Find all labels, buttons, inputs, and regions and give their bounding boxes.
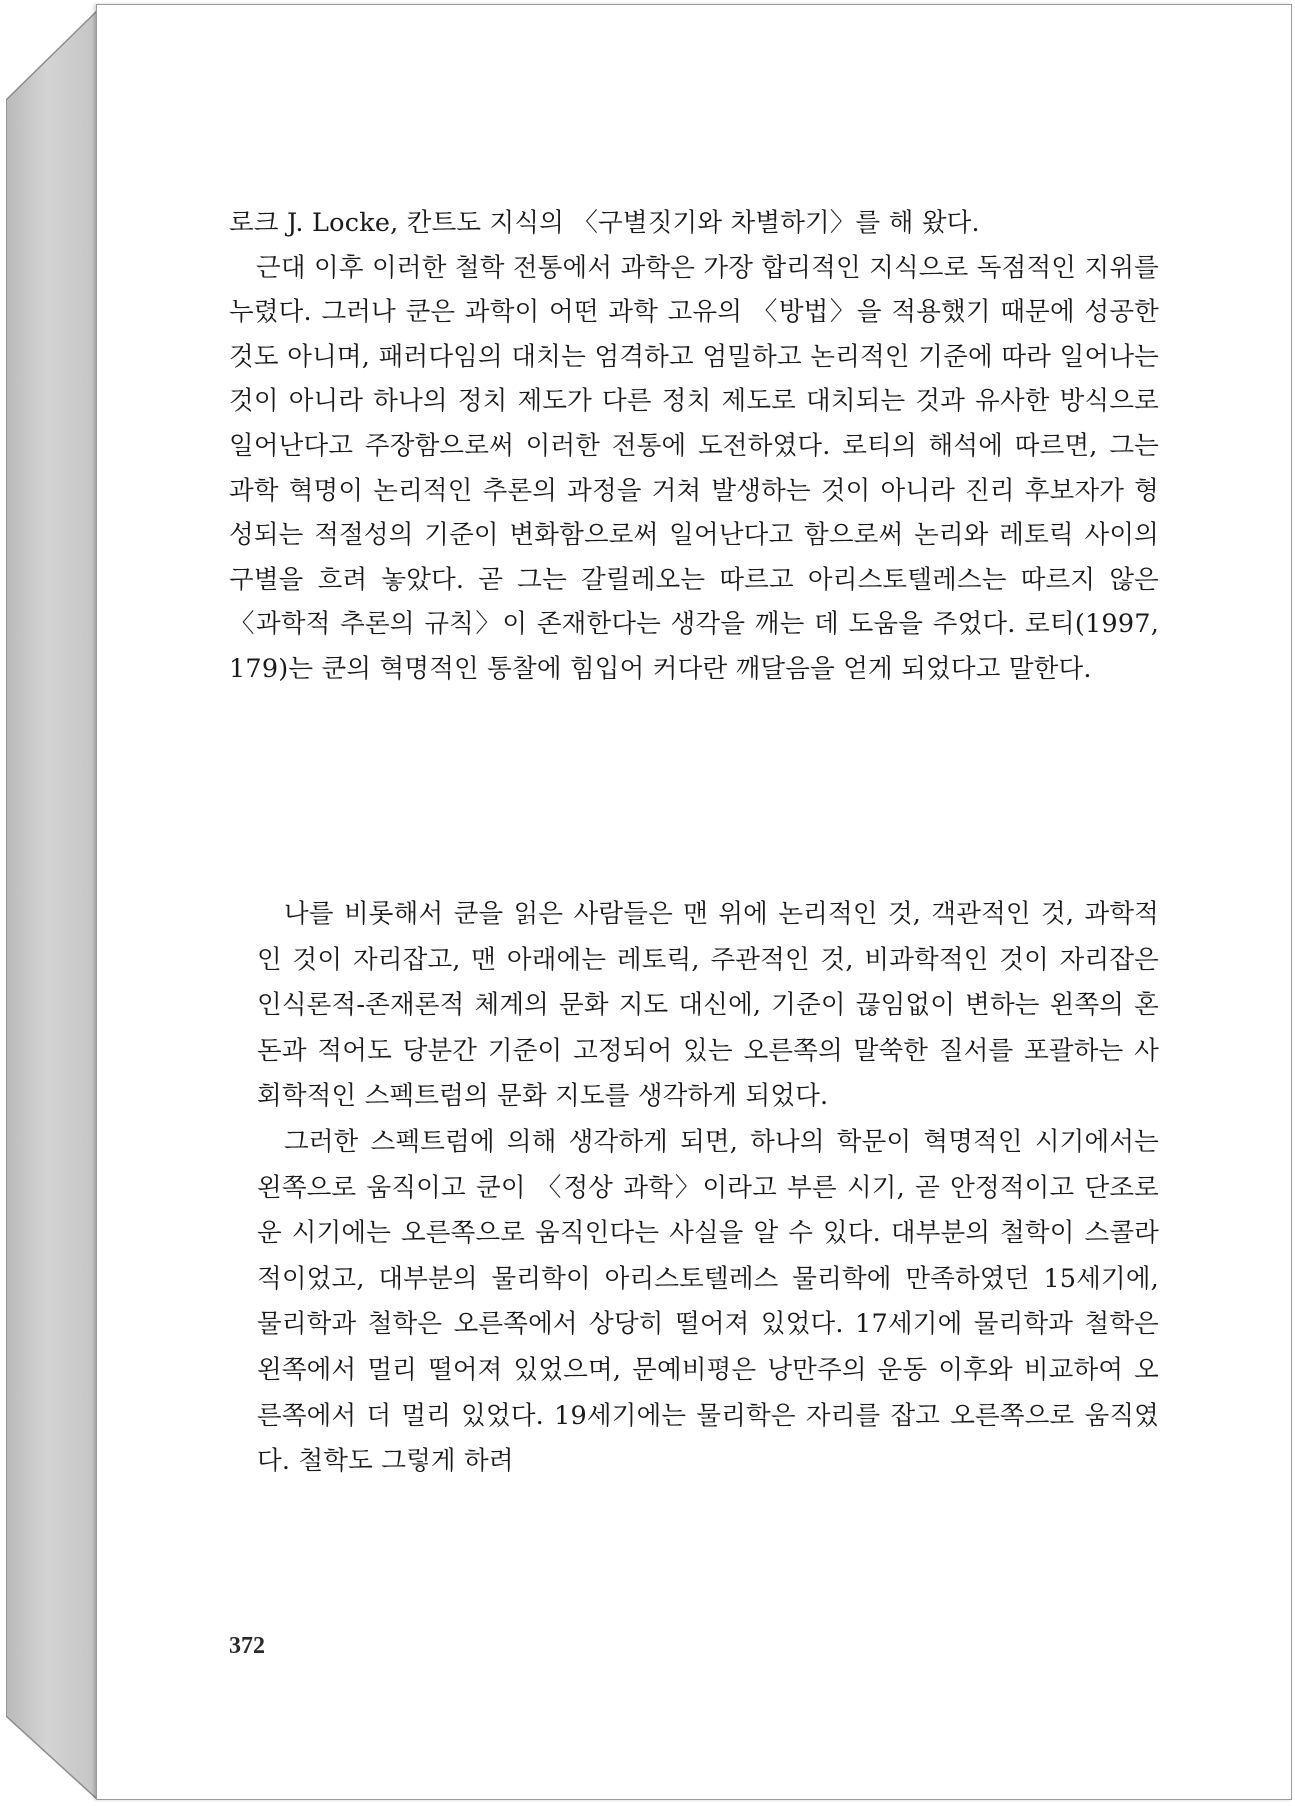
paragraph: 근대 이후 이러한 철학 전통에서 과학은 가장 합리적인 지식으로 독점적인 지위를 누렸다. 그러나 쿤은 과학이 어떤 과학 고유의 〈방법〉을 적용했기 때문에 성공한 것도 아니며, 패러다임의 대치는 엄격하고 엄밀하고 논리적인 기준에 따라 일어나는 것이 아니라 하나의 정치 제도가 다른 정치 제도로 대치되는 것과 유사한 방식으로 일어난다고 주장함으로써 이러한 전통에 도전하였다. 로티의 해석에 따르면, 그는 과학 혁명이 논리적인 추론의 과정을 거쳐 발생하는 것이 아니라 진리 후보자가 형성되는 적절성의 기준이 변화함으로써 일어난다고 함으로써 논리와 레토릭 사이의 구별을 흐려 놓았다. 곧 그는 갈릴레오는 따르고 아리스토텔레스는 따르지 않은 〈과학적 추론의 규칙〉이 존재한다는 생각을 깨는 데 도움을 주었다. 로티(1997, 179)는 쿤의 혁명적인 통찰에 힘입어 커다란 깨달음을 얻게 되었다고 말한다. bbox=[229, 252, 1159, 684]
page-number: 372 bbox=[229, 1633, 265, 1659]
quote-paragraph: 나를 비롯해서 쿤을 읽은 사람들은 맨 위에 논리적인 것, 객관적인 것, 과학적인 것이 자리잡고, 맨 아래에는 레토릭, 주관적인 것, 비과학적인 것이 자리잡은 인식론적-존재론적 체계의 문화 지도 대신에, 기준이 끊임없이 변하는 왼쪽의 혼돈과 적어도 당분간 기준이 고정되어 있는 오른쪽의 말쑥한 질서를 포괄하는 사회학적인 스펙트럼의 문화 지도를 생각하게 되었다. bbox=[257, 899, 1159, 1112]
quote-paragraph: 그러한 스펙트럼에 의해 생각하게 되면, 하나의 학문이 혁명적인 시기에서는 왼쪽으로 움직이고 쿤이 〈정상 과학〉이라고 부른 시기, 곧 안정적이고 단조로운 시기에는 오른쪽으로 움직인다는 사실을 알 수 있다. 대부분의 철학이 스콜라적이었고, 대부분의 물리학이 아리스토텔레스 물리학에 만족하였던 15세기에, 물리학과 철학은 오른쪽에서 상당히 떨어져 있었다. 17세기에 물리학과 철학은 왼쪽에서 멀리 떨어져 있었으며, 문예비평은 낭만주의 운동 이후와 비교하여 오른쪽에서 더 멀리 있었다. 19세기에는 물리학은 자리를 잡고 오른쪽으로 움직였다. 철학도 그렇게 하려 bbox=[257, 1126, 1159, 1477]
block-quote bbox=[257, 892, 1159, 1485]
book-page bbox=[96, 4, 1292, 1800]
book-spine bbox=[6, 10, 98, 1800]
main-text bbox=[229, 201, 1159, 692]
continuation-line: 로크 J. Locke, 칸트도 지식의 〈구별짓기와 차별하기〉를 해 왔다. bbox=[229, 208, 980, 238]
